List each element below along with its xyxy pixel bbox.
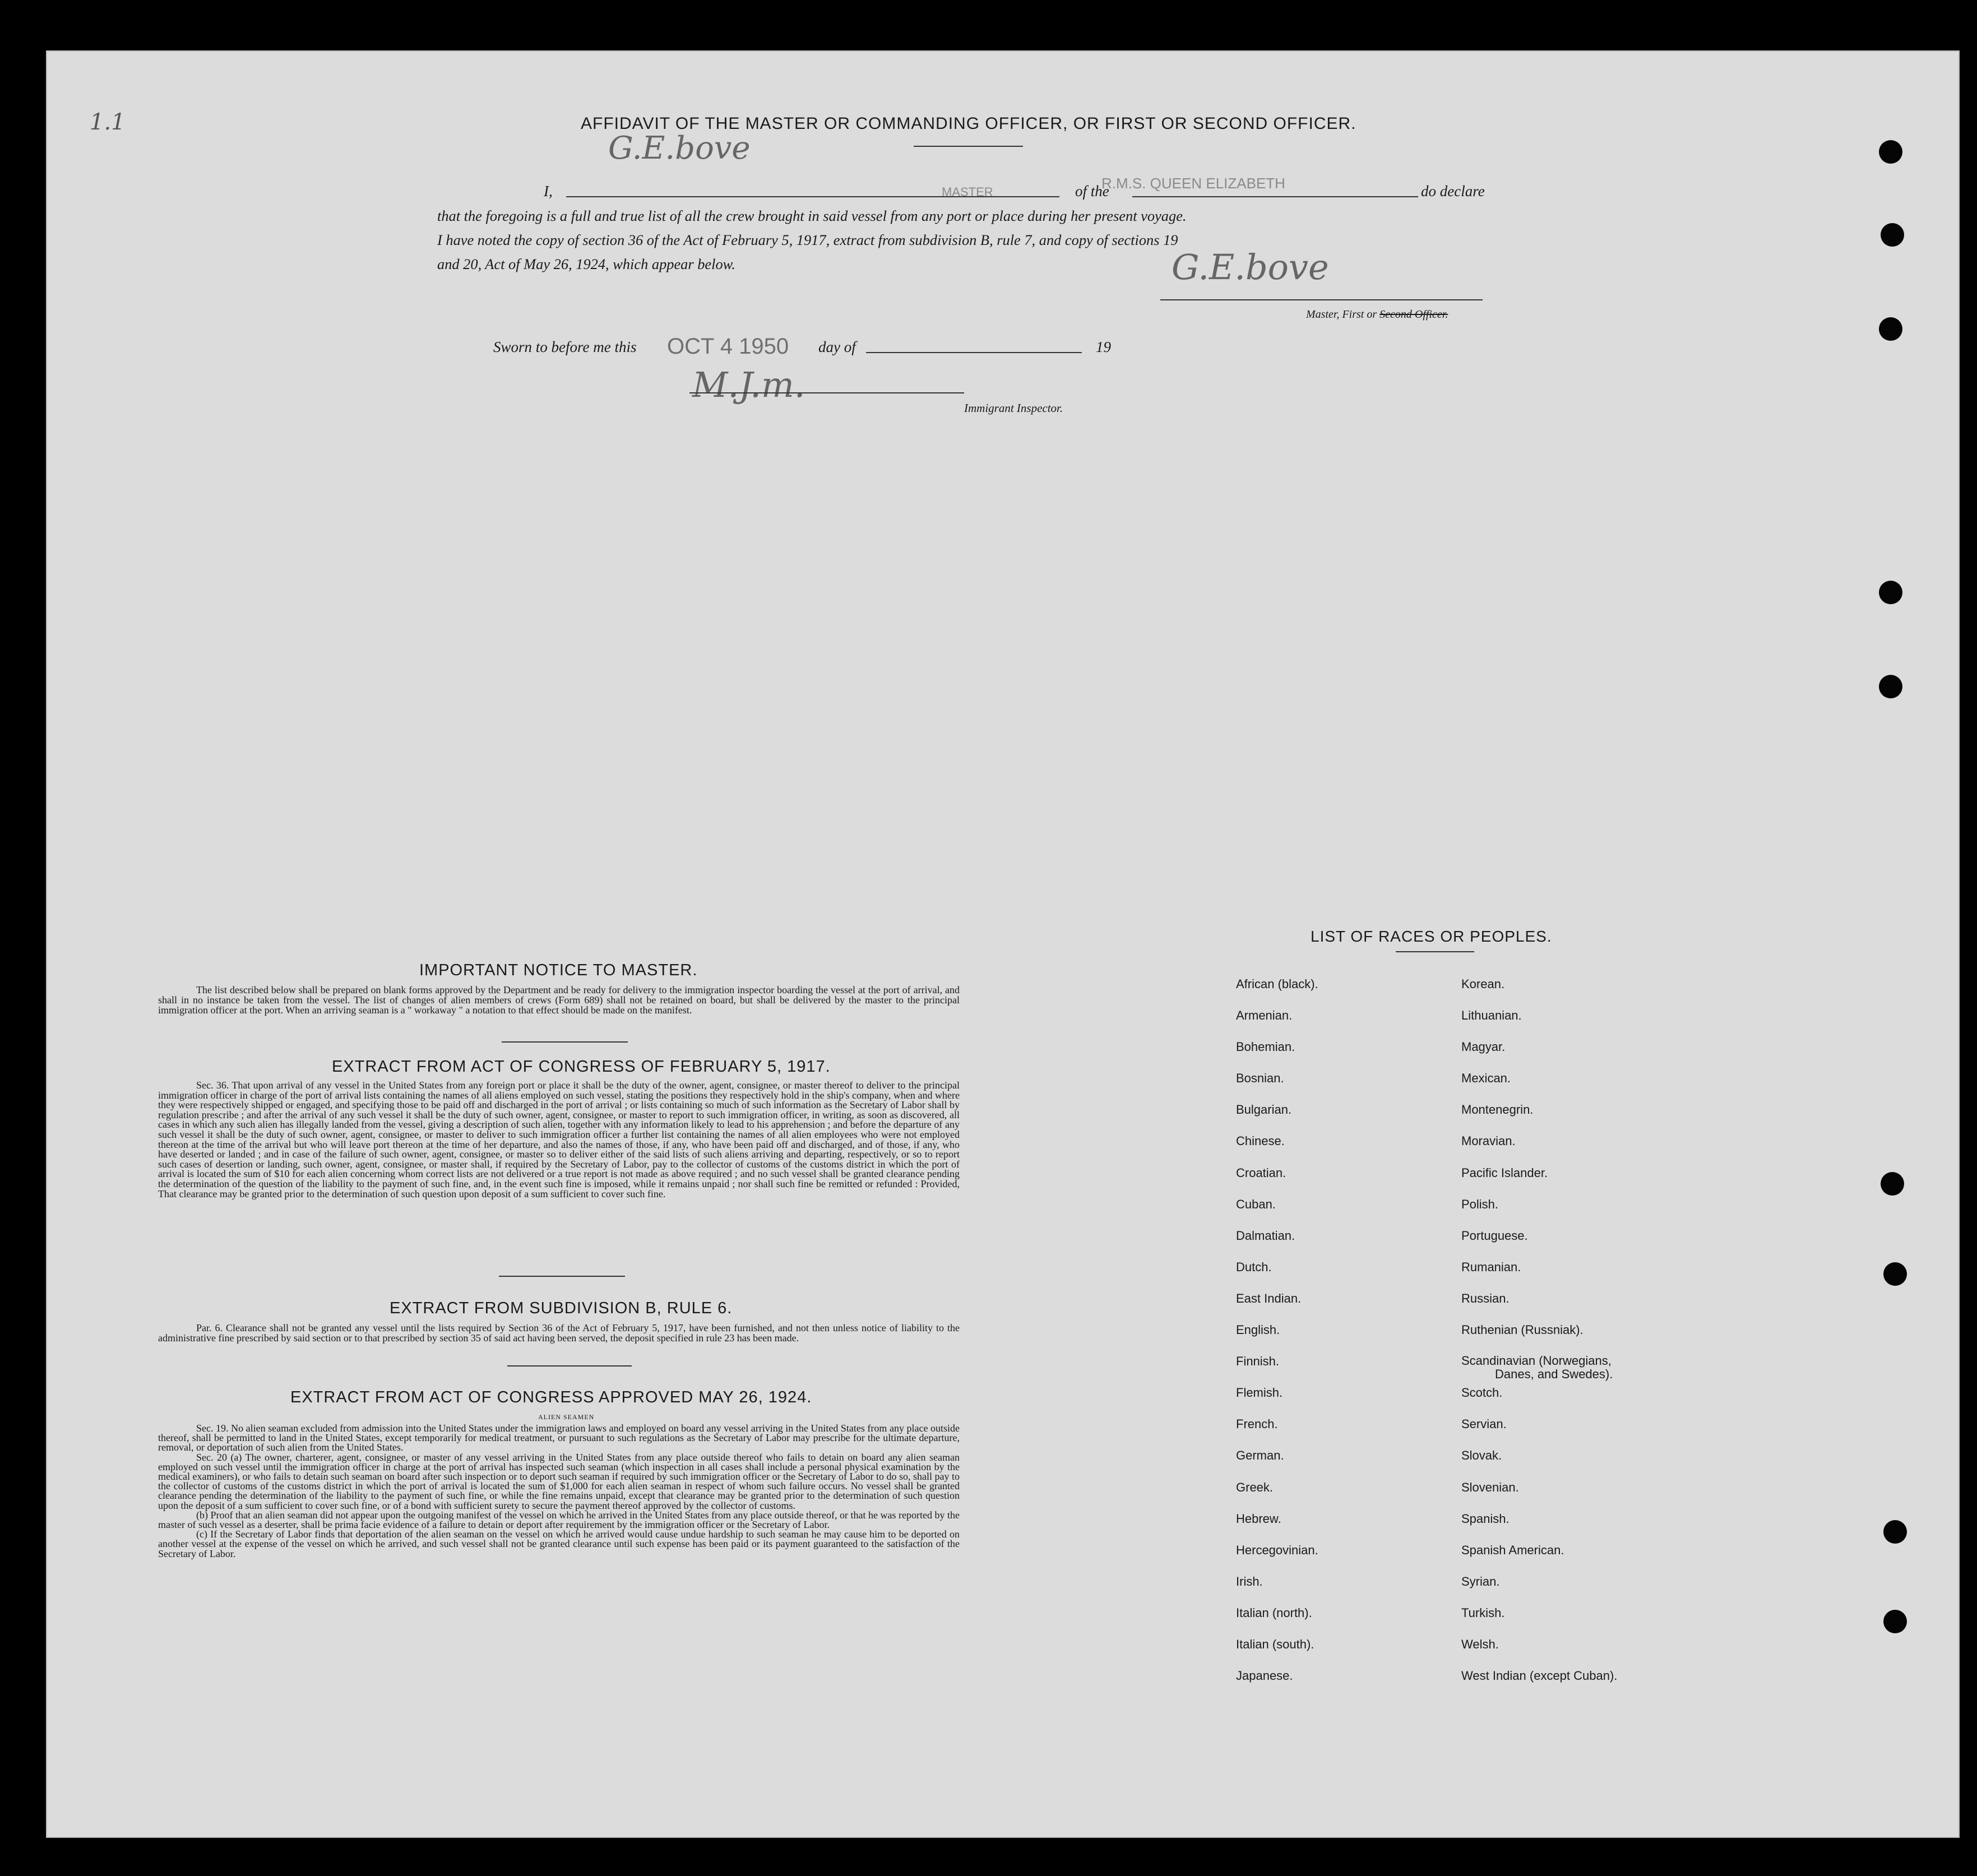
punch-hole [1883, 1610, 1907, 1633]
list-item: Pacific Islander. [1461, 1165, 1548, 1180]
list-item: Ruthenian (Russniak). [1461, 1323, 1584, 1337]
races-title: LIST OF RACES OR PEOPLES. [1311, 928, 1552, 945]
list-item: Hercegovinian. [1236, 1543, 1318, 1557]
subdivision-title: EXTRACT FROM SUBDIVISION B, RULE 6. [390, 1299, 733, 1317]
corner-mark: 1.1 [90, 109, 126, 135]
list-item: Montenegrin. [1461, 1103, 1534, 1117]
list-item: Welsh. [1461, 1637, 1499, 1651]
sworn-label: Sworn to before me this [493, 339, 637, 355]
section-19: Sec. 19. No alien seaman excluded from admission into the United States under the immigration laws and employed on board any vessel arriving in the United States from any place outside thereof, shall be permitted to land in the United States, except temporarily for medical treatment, or pursuant to such regulations as the Secretary of Labor may prescribe for the ultimate departure, removal, or deportation of such alien from the United States. [158, 1423, 960, 1453]
list-item: Spanish. [1461, 1511, 1510, 1526]
section-20b: (b) Proof that an alien seaman did not appear upon the outgoing manifest of the vessel on which he arrived in the United States from any place outside thereof, or that he was reported by the master of such vessel as a deserter, shall be prima facie evidence of a failure to detain or deport after requirement by the immigration officer or the Secretary of Labor. [158, 1509, 960, 1531]
list-item: Hebrew. [1236, 1511, 1281, 1526]
list-item: Rumanian. [1461, 1259, 1521, 1274]
year-label: 19 [1096, 339, 1111, 355]
affidavit-title: AFFIDAVIT OF THE MASTER OR COMMANDING OFFICER, OR FIRST OR SECOND OFFICER. [581, 114, 1356, 133]
punch-hole [1879, 140, 1902, 164]
declare-line-4: and 20, Act of May 26, 1924, which appear below. [437, 256, 735, 272]
list-item: Magyar. [1461, 1040, 1506, 1054]
list-item: Slovenian. [1461, 1480, 1519, 1494]
list-item: Slovak. [1461, 1448, 1502, 1463]
list-item: Spanish American. [1461, 1543, 1564, 1557]
list-item: Moravian. [1461, 1134, 1516, 1148]
list-item: Croatian. [1236, 1165, 1286, 1180]
list-item: English. [1236, 1323, 1280, 1337]
list-item: German. [1236, 1448, 1284, 1463]
day-of-label: day of [818, 339, 856, 355]
list-item: Italian (north). [1236, 1605, 1312, 1620]
list-item: Cuban. [1236, 1197, 1276, 1211]
list-item: Scandinavian (Norwegians, Danes, and Swedes). [1461, 1354, 1613, 1382]
list-item: Scotch. [1461, 1386, 1503, 1400]
declare-line-2: that the foregoing is a full and true list of all the crew brought in said vessel from any port or place during her present voyage. [437, 207, 1187, 224]
punch-hole [1881, 1172, 1904, 1196]
list-item: Irish. [1236, 1574, 1263, 1588]
subdivision-body: Par. 6. Clearance shall not be granted any vessel until the lists required by Section 36 of the Act of February 5, 1917, have been furnished, and not then unless notice of liability to the administrative fine prescribed by said section or to that prescribed by section 35 of said act having been served, the deposit specified in rule 23 has been made. [158, 1322, 960, 1344]
notice-title: IMPORTANT NOTICE TO MASTER. [419, 961, 698, 979]
do-declare-label: do declare [1421, 183, 1485, 200]
list-item: Dalmatian. [1236, 1228, 1295, 1243]
extract-1924-body [158, 1424, 960, 1559]
list-item: Flemish. [1236, 1386, 1283, 1400]
declare-line-3: I have noted the copy of section 36 of the Act of February 5, 1917, extract from subdivision B, rule 7, and copy of sections 19 [437, 231, 1178, 248]
inspector-label: Immigrant Inspector. [964, 401, 1063, 415]
races-column-1 [1236, 977, 1318, 1700]
list-item: African (black). [1236, 977, 1318, 991]
list-item: Greek. [1236, 1480, 1274, 1494]
extract-1924-title: EXTRACT FROM ACT OF CONGRESS APPROVED MAY 26, 1924. [290, 1388, 812, 1406]
declare-line-1: I, [544, 183, 553, 200]
extract-1917-body: Sec. 36. That upon arrival of any vessel in the United States from any foreign port or place it shall be the duty of the owner, agent, consignee, or master thereof to deliver to the principal immigration officer in charge of the port of arrival lists containing the names of all aliens employed on such vessel, stating the positions they respectively hold in the ship's company, when and where they were respectively shipped or engaged, and specifying those to be paid off and discharged in the port of arrival ; or lists containing so much of such information as the Secretary of Labor shall by regulation prescribe ; and after the arrival of any such vessel it shall be the duty of such owner, agent, consignee, or master to report to such immigration officer, in writing, as soon as discovered, all cases in which any such alien has illegally landed from the vessel, giving a description of such alien, together with any information likely to lead to his apprehension ; and before the departure of any such vessel it shall be the duty of such owner, agent, consignee, or master to deliver to such immigration officer a further list containing the names of all alien employees who were not employed thereon at the time of the arrival but who will leave port thereon at the time of her departure, and also the names of those, if any, who have been paid off and discharged, and of those, if any, who have deserted or landed ; and in case of the failure of such owner, agent, consignee, or master so to deliver either of the said lists of such aliens arriving and departing, respectively, or so to report such cases of desertion or landing, such owner, agent, consignee, or master shall, if required by the Secretary of Labor, pay to the collector of customs of the customs district in which the port of arrival is located the sum of $10 for each alien concerning whom correct lists are not delivered or a true report is not made as above required ; and no such vessel shall be granted clearance pending the determination of the question of the liability to the payment of such fine, and, in the event such fine is imposed, while it remains unpaid ; nor shall such fine be remitted or refunded : Provided, That clearance may be granted prior to the determination of such question upon deposit of a sum sufficient to cover such fine. [158, 1080, 960, 1199]
master-label: Master, First or Second Officer. [1306, 308, 1448, 321]
divider [507, 1365, 632, 1367]
list-item: Bosnian. [1236, 1071, 1284, 1086]
punch-hole [1883, 1262, 1907, 1286]
punch-hole [1879, 581, 1902, 604]
list-item: Portuguese. [1461, 1228, 1528, 1243]
master-signature-line [1160, 299, 1483, 300]
list-item: Bulgarian. [1236, 1103, 1292, 1117]
races-column-2 [1461, 977, 1617, 1700]
inspector-signature: M.J.m. [692, 364, 805, 405]
list-item: Japanese. [1236, 1669, 1293, 1683]
month-blank [866, 352, 1082, 353]
list-item: Italian (south). [1236, 1637, 1314, 1651]
list-item: French. [1236, 1417, 1278, 1432]
list-item: Armenian. [1236, 1008, 1293, 1023]
vessel-name-stamp: R.M.S. QUEEN ELIZABETH [1101, 175, 1285, 192]
list-item: Servian. [1461, 1417, 1507, 1432]
master-signature-top: G.E.bove [608, 130, 751, 166]
document-page [46, 50, 1960, 1838]
title-underline [914, 146, 1023, 147]
list-item: Dutch. [1236, 1259, 1272, 1274]
date-stamp: OCT 4 1950 [667, 334, 789, 359]
section-20a: Sec. 20 (a) The owner, charterer, agent, consignee, or master of any vessel arriving in the United States from any place outside thereof who fails to detain on board any alien seaman employed on such vessel until the immigration officer in charge at the port of arrival has inspected such seaman (which inspection in all cases shall include a personal physical examination by the medical examiners), or who fails to detain such seaman on board after such inspection or to deport such seaman if required by such immigration officer or the Secretary of Labor to do so, shall pay to the collector of customs of the customs district in which the port of arrival is located the sum of $1,000 for each alien seaman in respect of whom such failure occurs. No vessel shall be granted clearance pending the determination of the liability to the payment of such fine, or while the fine remains unpaid, except that clearance may be granted prior to the determination of such question upon the deposit of a sum sufficient to cover such fine, or of a bond with sufficient surety to secure the payment thereof approved by the collector of customs. [158, 1451, 960, 1511]
list-item: Korean. [1461, 977, 1505, 991]
list-item: West Indian (except Cuban). [1461, 1669, 1618, 1683]
alien-seamen-subtitle: ALIEN SEAMEN [538, 1413, 595, 1421]
list-item: Russian. [1461, 1291, 1510, 1305]
punch-hole [1879, 317, 1902, 341]
list-item: Lithuanian. [1461, 1008, 1522, 1023]
list-item: Bohemian. [1236, 1040, 1295, 1054]
master-signature: G.E.bove [1172, 247, 1329, 288]
punch-hole [1883, 1520, 1907, 1544]
inspector-signature-line [689, 392, 964, 393]
list-item: Polish. [1461, 1197, 1499, 1211]
divider [1396, 951, 1474, 952]
list-item: Chinese. [1236, 1134, 1285, 1148]
list-item: East Indian. [1236, 1291, 1302, 1305]
of-the-label: of the [1075, 183, 1109, 200]
notice-body: The list described below shall be prepared on blank forms approved by the Department and be ready for delivery to the immigration inspector boarding the vessel at the port of arrival, and shall in no instance be taken from the vessel. The list of changes of alien members of crews (Form 689) shall not be retained on board, but shall be delivered by the master to the principal immigration officer at the port. When an arriving seaman is a " workaway " a notation to that effect should be made on the manifest. [158, 984, 960, 1016]
divider [502, 1041, 628, 1043]
punch-hole [1879, 675, 1902, 698]
list-item: Finnish. [1236, 1354, 1280, 1369]
list-item: Mexican. [1461, 1071, 1511, 1086]
extract-1917-title: EXTRACT FROM ACT OF CONGRESS OF FEBRUARY 5, 1917. [332, 1058, 831, 1076]
list-item: Turkish. [1461, 1605, 1505, 1620]
divider [499, 1276, 625, 1277]
vessel-blank [1132, 196, 1418, 197]
section-20c: (c) If the Secretary of Labor finds that deportation of the alien seaman on the vessel on which he arrived would cause undue hardship to such seaman he may cause him to be deported on another vessel at the expense of the vessel on which he arrived, and such vessel shall not be granted clearance until such expense has been paid or its payment guaranteed to the satisfaction of the Secretary of Labor. [158, 1528, 960, 1559]
punch-hole [1881, 223, 1904, 247]
list-item: Syrian. [1461, 1574, 1500, 1588]
rank-stamp: MASTER [942, 185, 993, 199]
